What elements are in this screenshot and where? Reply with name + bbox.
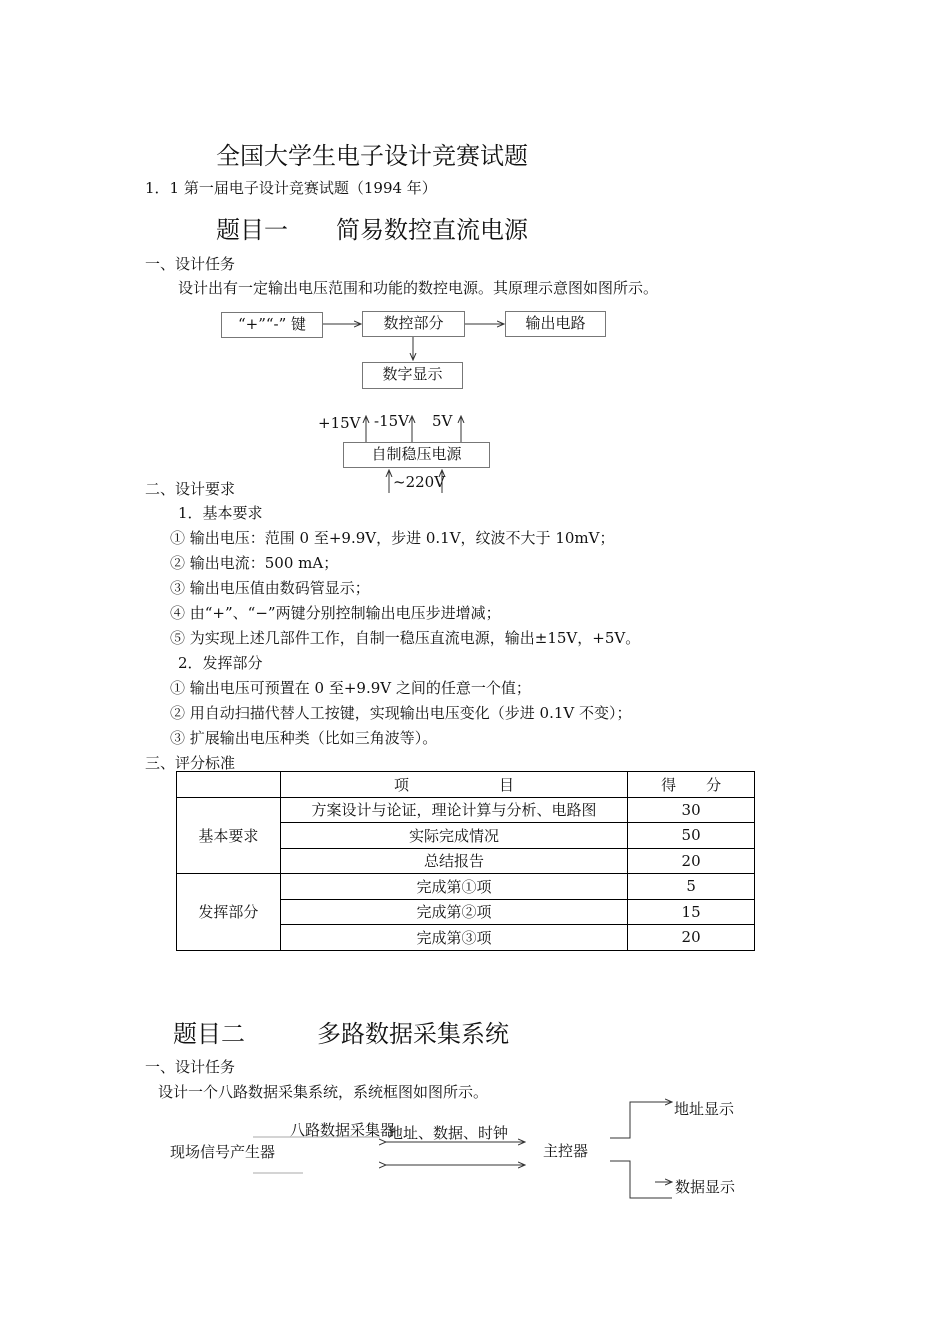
problem2-task-heading: 一、设计任务 bbox=[145, 1058, 236, 1076]
problem2-task-text: 设计一个八路数据采集系统，系统框图如图所示。 bbox=[158, 1083, 489, 1101]
table-header-blank bbox=[177, 772, 281, 798]
row-score: 30 bbox=[628, 797, 755, 823]
output-circuit-box: 输出电路 bbox=[505, 311, 606, 337]
label-minus15v: -15V bbox=[374, 412, 409, 430]
problem1-task-heading: 一、设计任务 bbox=[145, 255, 236, 273]
row-score: 20 bbox=[628, 925, 755, 951]
problem1-title: 题目一 简易数控直流电源 bbox=[216, 216, 528, 244]
section-heading-1-1: 1．1 第一届电子设计竞赛试题（1994 年） bbox=[145, 179, 437, 197]
row-score: 50 bbox=[628, 823, 755, 849]
score-table bbox=[176, 771, 755, 951]
row-item: 方案设计与论证，理论计算与分析、电路图 bbox=[280, 797, 627, 823]
basic-item: ③ 输出电压值由数码管显示； bbox=[170, 579, 370, 597]
row-item: 总结报告 bbox=[280, 848, 627, 874]
data-display-label: 数据显示 bbox=[675, 1178, 736, 1196]
problem1-req-heading: 二、设计要求 bbox=[145, 480, 236, 498]
digital-display-box: 数字显示 bbox=[362, 362, 463, 389]
regulator-box: 自制稳压电源 bbox=[343, 442, 490, 468]
controller-label: 主控器 bbox=[543, 1142, 589, 1160]
main-title: 全国大学生电子设计竞赛试题 bbox=[216, 142, 528, 170]
row-item: 实际完成情况 bbox=[280, 823, 627, 849]
row-item: 完成第①项 bbox=[280, 874, 627, 900]
row-score: 5 bbox=[628, 874, 755, 900]
score-heading: 三、评分标准 bbox=[145, 754, 236, 772]
table-header-score: 得 分 bbox=[628, 772, 755, 798]
table-header-item: 项 目 bbox=[280, 772, 627, 798]
basic-item: ② 输出电流：500 mA； bbox=[170, 554, 339, 572]
group-label: 发挥部分 bbox=[177, 874, 281, 951]
ext-item: ③ 扩展输出电压种类（比如三角波等）。 bbox=[170, 729, 438, 747]
problem1-task-text: 设计出有一定输出电压范围和功能的数控电源。其原理示意图如图所示。 bbox=[178, 279, 659, 297]
basic-req-heading: 1．基本要求 bbox=[178, 504, 263, 522]
row-item: 完成第③项 bbox=[280, 925, 627, 951]
ext-heading: 2．发挥部分 bbox=[178, 654, 263, 672]
collector-label: 八路数据采集器 bbox=[290, 1121, 396, 1139]
row-score: 20 bbox=[628, 848, 755, 874]
basic-item: ⑤ 为实现上述几部件工作，自制一稳压直流电源，输出±15V，+5V。 bbox=[170, 629, 641, 647]
label-plus15v: +15V bbox=[318, 414, 361, 432]
label-5v: 5V bbox=[432, 412, 453, 430]
table-row bbox=[177, 874, 755, 900]
addr-display-label: 地址显示 bbox=[674, 1100, 735, 1118]
keys-box: “+”“-” 键 bbox=[221, 312, 323, 338]
problem2-title: 题目二 多路数据采集系统 bbox=[173, 1020, 509, 1048]
row-score: 15 bbox=[628, 899, 755, 925]
basic-item: ① 输出电压：范围 0 至+9.9V，步进 0.1V，纹波不大于 10mV； bbox=[170, 529, 615, 547]
ext-item: ② 用自动扫描代替人工按键，实现输出电压变化（步进 0.1V 不变）； bbox=[170, 704, 632, 722]
control-box: 数控部分 bbox=[362, 311, 465, 337]
table-row bbox=[177, 797, 755, 823]
basic-item: ④ 由“+”、“−”两键分别控制输出电压步进增减； bbox=[170, 604, 501, 622]
row-item: 完成第②项 bbox=[280, 899, 627, 925]
signal-gen-label: 现场信号产生器 bbox=[170, 1143, 276, 1161]
label-220v: ~220V bbox=[393, 473, 446, 491]
bus-label: 地址、数据、时钟 bbox=[388, 1124, 509, 1142]
line-to-data-display bbox=[610, 1161, 672, 1198]
ext-item: ① 输出电压可预置在 0 至+9.9V 之间的任意一个值； bbox=[170, 679, 531, 697]
group-label: 基本要求 bbox=[177, 797, 281, 874]
table-header-row bbox=[177, 772, 755, 798]
arrow-to-addr-display bbox=[610, 1102, 672, 1138]
